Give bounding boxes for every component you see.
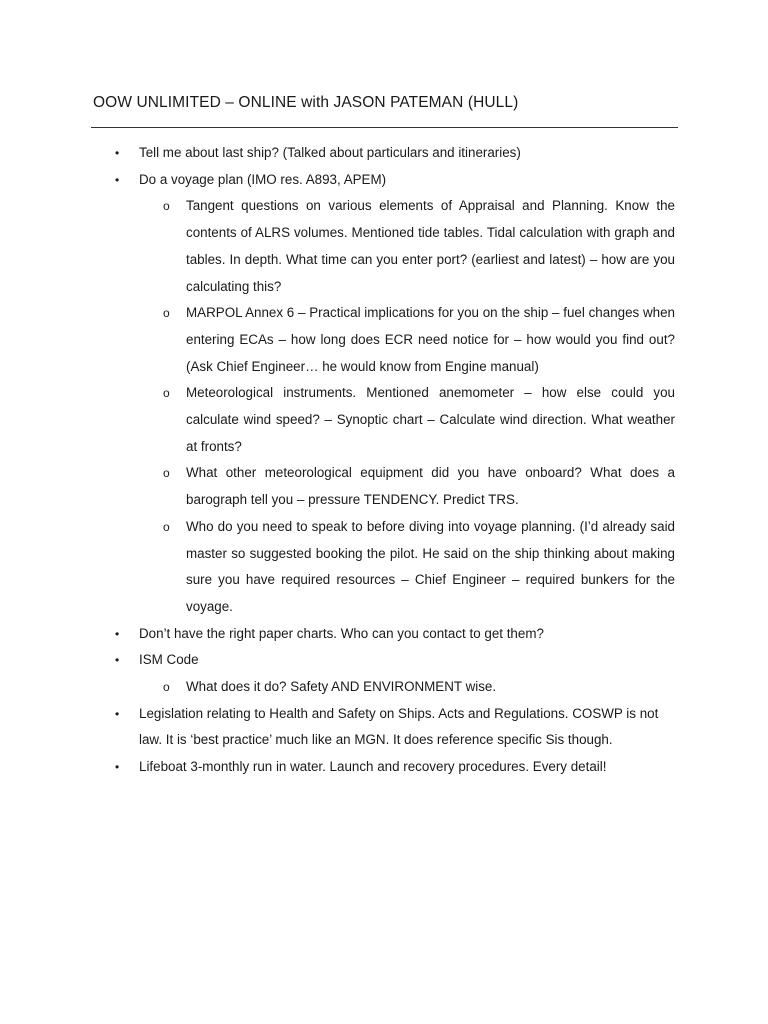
circle-marker: o <box>163 519 170 534</box>
list-item <box>115 754 675 781</box>
bullet-marker: • <box>115 626 120 641</box>
sub-list-item-text: Meteorological instruments. Mentioned anemometer – how else could you calculate wind speed? – Synoptic chart – Calculate wind direction. What weather at fronts? <box>186 385 675 454</box>
sub-list-item-text: Who do you need to speak to before diving into voyage planning. (I’d already said master so suggested booking the pilot. He said on the ship thinking about making sure you have required resources – Chief Engineer – required bunkers for the voyage. <box>186 518 675 614</box>
sub-list-item <box>163 300 675 380</box>
document-title: OOW UNLIMITED – ONLINE with JASON PATEMAN (HULL) <box>93 94 519 111</box>
list-item-text: Tell me about last ship? (Talked about particulars and itineraries) <box>139 145 521 160</box>
list-item-text: Lifeboat 3-monthly run in water. Launch and recovery procedures. Every detail! <box>139 759 607 775</box>
sub-list-item-text: MARPOL Annex 6 – Practical implications for you on the ship – fuel changes when entering ECAs – how long does ECR need notice for – how would you find out? (Ask Chief Engineer… he would know from Engine manual) <box>186 305 675 374</box>
sub-list-item <box>163 514 675 621</box>
bullet-marker: • <box>115 653 120 668</box>
list-item <box>115 647 675 674</box>
list-item-text: Legislation relating to Health and Safety on Ships. Acts and Regulations. COSWP is not law. It is ‘best practice’ much like an MGN. It does reference specific Sis though. <box>139 705 659 748</box>
document-body <box>0 140 768 781</box>
bullet-marker: • <box>115 172 120 187</box>
circle-marker: o <box>163 306 170 321</box>
sub-list-item <box>163 193 675 300</box>
circle-marker: o <box>163 386 170 401</box>
list-item <box>115 167 675 194</box>
sub-list-item <box>163 380 675 460</box>
list-item-text: Do a voyage plan (IMO res. A893, APEM) <box>139 171 387 187</box>
sub-list-item <box>163 460 675 513</box>
sub-list-item-text: What does it do? Safety AND ENVIRONMENT wise. <box>186 679 497 695</box>
sub-list-item-text: What other meteorological equipment did you have onboard? What does a barograph tell you – pressure TENDENCY. Predict TRS. <box>186 465 675 508</box>
circle-marker: o <box>163 680 170 695</box>
bullet-marker: • <box>115 706 120 721</box>
list-item-text: Don’t have the right paper charts. Who can you contact to get them? <box>139 625 544 641</box>
sub-list-item <box>163 674 675 701</box>
list-item <box>115 621 675 648</box>
bullet-marker: • <box>115 760 120 775</box>
title-underline <box>91 127 678 128</box>
list-item <box>115 140 675 167</box>
circle-marker: o <box>163 199 170 214</box>
list-item-text: ISM Code <box>139 652 199 668</box>
list-item <box>115 701 675 754</box>
circle-marker: o <box>163 466 170 481</box>
sub-list-item-text: Tangent questions on various elements of Appraisal and Planning. Know the contents of ALRS volumes. Mentioned tide tables. Tidal calculation with graph and tables. In depth. What time can you enter port? (earliest and latest) – how are you calculating this? <box>186 198 675 294</box>
bullet-marker: • <box>115 146 120 160</box>
